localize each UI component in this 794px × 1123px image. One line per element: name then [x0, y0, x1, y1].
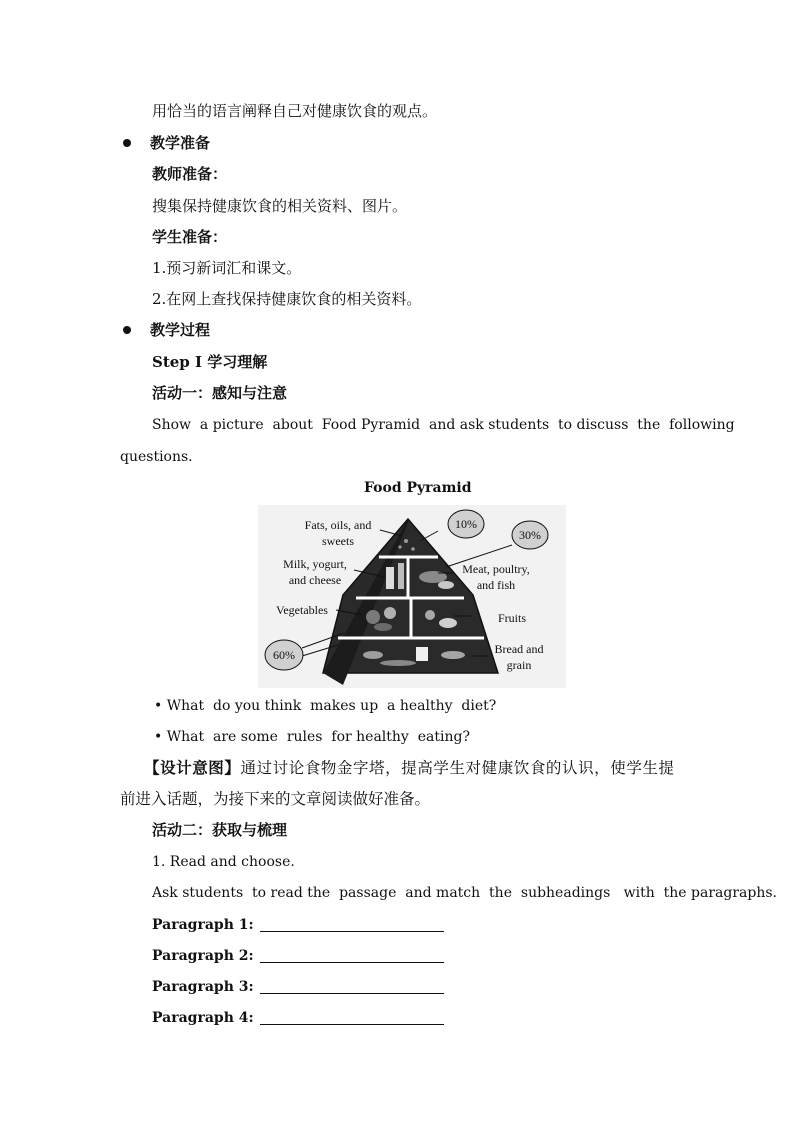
design-intent-label: 【设计意图】: [144, 758, 241, 777]
section-heading-process: 教学过程: [150, 321, 211, 339]
label-meat-2: and fish: [476, 578, 516, 592]
percent-label-middle: 30%: [519, 528, 541, 542]
paragraph-blank-4: [152, 1008, 444, 1028]
label-meat: Meat, poultry,: [462, 562, 530, 576]
instruction-line-cont: questions.: [120, 449, 193, 465]
student-prep-label: 学生准备：: [152, 228, 228, 246]
label-milk-2: and cheese: [288, 573, 342, 587]
answer-blank[interactable]: [260, 977, 444, 994]
teacher-prep-label: 教师准备：: [152, 165, 228, 183]
paragraph-label: Paragraph 2:: [152, 948, 254, 964]
activity-heading-2: 活动二：获取与梳理: [152, 821, 288, 839]
student-prep-item-1: 1.预习新词汇和课文。: [152, 259, 302, 277]
student-prep-item-2: 2.在网上查找保持健康饮食的相关资料。: [152, 290, 422, 308]
label-bread: Bread and: [494, 642, 544, 656]
design-intent-text: 通过讨论食物金字塔，提高学生对健康饮食的认识，使学生提: [240, 759, 674, 777]
label-vegetables: Vegetables: [276, 603, 328, 617]
food-pyramid-figure: [258, 505, 566, 688]
bullet-icon: [123, 326, 131, 334]
bullet-icon: [123, 139, 131, 147]
label-milk: Milk, yogurt,: [283, 557, 347, 571]
section-heading-prep: 教学准备: [150, 134, 211, 152]
answer-blank[interactable]: [260, 1008, 444, 1025]
paragraph-label: Paragraph 1:: [152, 917, 254, 933]
paragraph-blank-1: [152, 915, 444, 935]
question-2: • What are some rules for healthy eating?: [154, 729, 470, 745]
intro-line: 用恰当的语言阐释自己对健康饮食的观点。: [152, 102, 438, 120]
teacher-prep-text: 搜集保持健康饮食的相关资料、图片。: [152, 197, 408, 215]
label-fats-2: sweets: [322, 534, 354, 548]
label-fats: Fats, oils, and: [304, 518, 372, 532]
figure-title: Food Pyramid: [364, 480, 472, 496]
paragraph-label: Paragraph 4:: [152, 1010, 254, 1026]
instruction-line: Show a picture about Food Pyramid and ask students to discuss the following: [152, 417, 735, 433]
label-fruits: Fruits: [497, 611, 527, 625]
paragraph-label: Paragraph 3:: [152, 979, 254, 995]
read-choose-line: 1. Read and choose.: [152, 854, 295, 870]
paragraph-blank-2: [152, 946, 444, 966]
design-intent-line-2: 前进入话题，为接下来的文章阅读做好准备。: [120, 790, 431, 808]
percent-label-bottom: 60%: [273, 648, 295, 662]
answer-blank[interactable]: [260, 946, 444, 963]
answer-blank[interactable]: [260, 915, 444, 932]
match-instruction: Ask students to read the passage and match the subheadings with the paragraphs.: [152, 885, 777, 901]
activity-heading-1: 活动一：感知与注意: [152, 384, 288, 402]
percent-label-top: 10%: [455, 517, 477, 531]
label-bread-2: grain: [506, 658, 532, 672]
step-heading: Step I 学习理解: [152, 353, 268, 371]
design-intent-line-1: [144, 758, 674, 778]
question-1: • What do you think makes up a healthy diet?: [154, 698, 497, 714]
paragraph-blank-3: [152, 977, 444, 997]
